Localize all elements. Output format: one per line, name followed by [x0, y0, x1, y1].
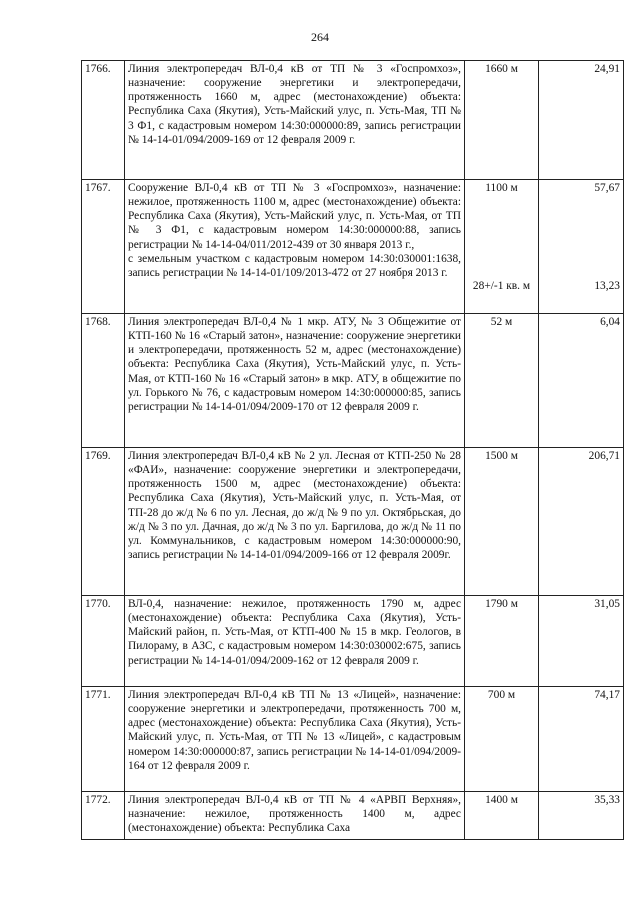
land-plot-description: с земельным участком с кадастровым номером 14:30:030001:1638, запись регистрации № 14-14-01/109/2013-472 от 27 ноября 2013 г.: [128, 252, 461, 279]
object-description: Линия электропередач ВЛ-0,4 кВ ТП № 13 «Лицей», назначение: сооружение энергетики и электропередачи, протяженность 700 м, адрес (местонахождение) объекта: Республика Саха (Якутия), Усть-Майский улус, п. Усть-Мая, от ТП № 13 «Лицей», с кадастровым номером 14:30:000000:87, запись регистрации № 14-14-01/094/2009-164 от 12 февраля 2009 г.: [125, 687, 465, 792]
object-description: Линия электропередач ВЛ-0,4 кВ от ТП № 4 «АРВП Верхняя», назначение: нежилое, протяженность 1400 м, адрес (местонахождение) объекта: Республика Саха: [125, 792, 465, 840]
object-value: [539, 180, 624, 314]
object-length: 1400 м: [465, 792, 539, 840]
object-length: 52 м: [465, 314, 539, 448]
object-value: 206,71: [539, 448, 624, 596]
row-number: 1766.: [82, 61, 125, 180]
object-length: 1790 м: [465, 596, 539, 687]
row-number: 1771.: [82, 687, 125, 792]
object-description: ВЛ-0,4, назначение: нежилое, протяженность 1790 м, адрес (местонахождение) объекта: Республика Саха (Якутия), Усть-Майский район, п. Усть-Мая, от КТП-400 № 15 в мкр. Геологов, в Пилораму, в АЗС, с кадастровым номером 14:30:030002:675, запись регистрации № 14-14-01/094/2009-162 от 12 февраля 2009 г.: [125, 596, 465, 687]
page-number: 264: [311, 30, 329, 44]
object-value-main: 57,67: [594, 182, 620, 194]
object-value: 31,05: [539, 596, 624, 687]
land-plot-value: 13,23: [594, 280, 620, 293]
table-row: [82, 314, 624, 448]
table-row: [82, 687, 624, 792]
row-number: 1769.: [82, 448, 125, 596]
row-number: 1770.: [82, 596, 125, 687]
object-value: 24,91: [539, 61, 624, 180]
object-value: 6,04: [539, 314, 624, 448]
object-length-main: 1100 м: [485, 182, 518, 194]
table-row: [82, 792, 624, 840]
table-row: [82, 448, 624, 596]
land-plot-area: 28+/-1 кв. м: [472, 280, 531, 293]
object-description: Линия электропередач ВЛ-0,4 кВ № 2 ул. Лесная от КТП-250 № 28 «ФАИ», назначение: сооружение энергетики и электропередачи, протяженность 1500 м, адрес (местонахождение) объекта: Республика Саха (Якутия), Усть-Майский улус, п. Усть-Мая, от ТП-28 до ж/д № 6 по ул. Лесная, до ж/д № 9 по ул. Октябрьская, до ж/д № 3 по ул. Дачная, до ж/д № 3 по ул. Баргилова, до ж/д № 11 по ул. Коммунальников, с кадастровым номером 14:30:000000:90, запись регистрации № 14-14-01/094/2009-166 от 12 февраля 2009г.: [125, 448, 465, 596]
object-value: 35,33: [539, 792, 624, 840]
object-length: 1500 м: [465, 448, 539, 596]
table-row: [82, 180, 624, 314]
object-description: Линия электропередач ВЛ-0,4 кВ от ТП № 3 «Госпромхоз», назначение: сооружение энергетики и электропередачи, протяженность 1660 м, адрес (местонахождение) объекта: Республика Саха (Якутия), Усть-Майский улус, п. Усть-Мая, ТП № 3 Ф1, с кадастровым номером 14:30:000000:89, запись регистрации № 14-14-01/094/2009-169 от 12 февраля 2009 г.: [125, 61, 465, 180]
row-number: 1768.: [82, 314, 125, 448]
object-description-main: Сооружение ВЛ-0,4 кВ от ТП № 3 «Госпромхоз», назначение: нежилое, протяженность 1100 м, адрес (местонахождение) объекта: Республика Саха (Якутия), Усть-Майский улус, п. Усть-Мая, от ТП № 3 Ф1, с кадастровым номером 14:30:000000:88, запись регистрации № 14-14-04/011/2012-439 от 30 января 2013 г.,: [128, 182, 461, 251]
object-value: 74,17: [539, 687, 624, 792]
object-length: 700 м: [465, 687, 539, 792]
row-number: 1767.: [82, 180, 125, 314]
object-length: [465, 180, 539, 314]
property-table: [81, 60, 624, 840]
object-description: Линия электропередач ВЛ-0,4 № 1 мкр. АТУ, № 3 Общежитие от КТП-160 № 16 «Старый затон», назначение: сооружение энергетики и электропередачи, протяженность 52 м, адрес (местонахождение) объекта: Республика Саха (Якутия), Усть-Майский улус, п. Усть-Мая, от КТП-160 № 16 «Старый затон» в мкр. АТУ, в общежитие по ул. Горького № 76, с кадастровым номером 14:30:000000:85, запись регистрации № 14-14-01/094/2009-170 от 12 февраля 2009 г.: [125, 314, 465, 448]
table-row: [82, 61, 624, 180]
object-length: 1660 м: [465, 61, 539, 180]
row-number: 1772.: [82, 792, 125, 840]
object-description: [125, 180, 465, 314]
table-row: [82, 596, 624, 687]
